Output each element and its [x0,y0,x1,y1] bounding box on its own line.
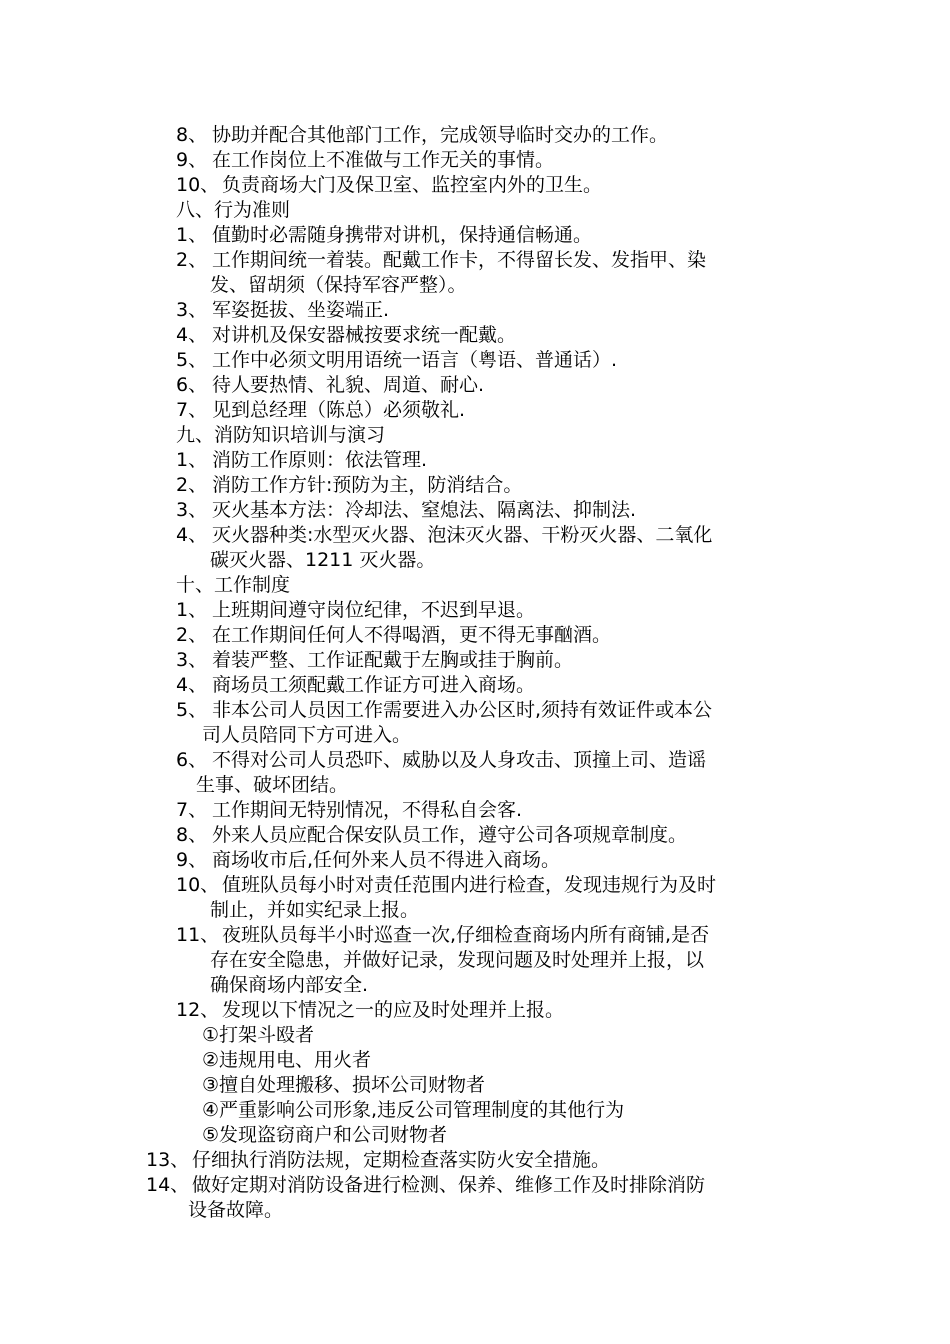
document-line [202,1123,447,1147]
document-line [210,948,704,972]
line-text: 十、工作制度 [176,574,291,596]
line-text: ③擅自处理搬移、损坏公司财物者 [202,1074,486,1096]
document-line [176,198,290,222]
line-text: 外来人员应配合保安队员工作，遵守公司各项规章制度。 [212,824,688,846]
item-number: 14、 [146,1174,190,1196]
document-line [176,648,573,672]
document-line [146,1148,610,1172]
document-line [202,1098,624,1122]
item-number: 6、 [176,749,208,771]
document-line [176,923,709,947]
item-number: 1、 [176,599,208,621]
line-text: 在工作期间任何人不得喝酒，更不得无事酗酒。 [212,624,612,646]
item-number: 2、 [176,249,208,271]
item-number: 8、 [176,824,208,846]
line-text: 见到总经理（陈总）必须敬礼. [212,399,466,421]
document-line [202,1023,314,1047]
line-text: 灭火基本方法：冷却法、窒熄法、隔离法、抑制法. [212,499,637,521]
document-line [210,273,467,297]
item-number: 8、 [176,124,208,146]
line-text: ⑤发现盗窃商户和公司财物者 [202,1124,448,1146]
item-number: 1、 [176,224,208,246]
line-text: 仔细执行消防法规，定期检查落实防火安全措施。 [192,1149,611,1171]
item-number: 12、 [176,999,220,1021]
line-text: 做好定期对消防设备进行检测、保养、维修工作及时排除消防 [192,1174,706,1196]
line-text: 消防工作方针:预防为主，防消结合。 [212,474,523,496]
item-number: 9、 [176,849,208,871]
item-number: 3、 [176,499,208,521]
item-number: 3、 [176,649,208,671]
line-text: 生事、破坏团结。 [196,774,349,796]
item-number: 3、 [176,299,208,321]
line-text: 灭火器种类:水型灭火器、泡沫灭火器、干粉灭火器、二氧化 [212,524,713,546]
document-line [176,748,706,772]
document-line [176,698,712,722]
line-text: 对讲机及保安器械按要求统一配戴。 [212,324,517,346]
document-line [176,173,602,197]
item-number: 4、 [176,324,208,346]
line-text: 在工作岗位上不准做与工作无关的事情。 [212,149,555,171]
item-number: 4、 [176,524,208,546]
document-line [176,148,554,172]
line-text: 发现以下情况之一的应及时处理并上报。 [222,999,565,1021]
document-line [210,973,368,997]
document-line [176,623,611,647]
line-text: 商场收市后,任何外来人员不得进入商场。 [212,849,561,871]
document-line [146,1173,705,1197]
document-line [176,373,484,397]
document-line [202,723,411,747]
line-text: 夜班队员每半小时巡查一次,仔细检查商场内所有商铺,是否 [222,924,710,946]
line-text: 八、行为准则 [176,199,291,221]
line-text: 设备故障。 [188,1199,284,1221]
item-number: 6、 [176,374,208,396]
item-number: 5、 [176,349,208,371]
line-text: 非本公司人员因工作需要进入办公区时,须持有效证件或本公 [212,699,713,721]
document-line [176,848,560,872]
document-line [176,123,668,147]
item-number: 7、 [176,399,208,421]
document-line [176,598,535,622]
line-text: ④严重影响公司形象,违反公司管理制度的其他行为 [202,1099,625,1121]
document-line [176,448,427,472]
line-text: 待人要热情、礼貌、周道、耐心. [212,374,485,396]
document-line [176,798,522,822]
document-line [188,1198,283,1222]
document-line [176,348,617,372]
line-text: 碳灭火器、1211 灭火器。 [210,549,436,571]
item-number: 4、 [176,674,208,696]
document-line [176,873,716,897]
line-text: 工作期间无特别情况，不得私自会客. [212,799,523,821]
item-number: 10、 [176,174,220,196]
document-line [176,223,592,247]
document-line [176,248,706,272]
line-text: 存在安全隐患，并做好记录，发现问题及时处理并上报，以 [210,949,705,971]
line-text: 工作中必须文明用语统一语言（粤语、普通话）. [212,349,618,371]
line-text: 九、消防知识培训与演习 [176,424,386,446]
document-line [196,773,348,797]
line-text: 协助并配合其他部门工作，完成领导临时交办的工作。 [212,124,669,146]
document-line [176,473,522,497]
line-text: 上班期间遵守岗位纪律，不迟到早退。 [212,599,536,621]
document-line [176,323,516,347]
line-text: 制止，并如实纪录上报。 [210,899,420,921]
line-text: 工作期间统一着装。配戴工作卡，不得留长发、发指甲、染 [212,249,707,271]
line-text: ①打架斗殴者 [202,1024,315,1046]
item-number: 9、 [176,149,208,171]
document-line [176,298,389,322]
document-line [210,548,435,572]
item-number: 1、 [176,449,208,471]
line-text: 值勤时必需随身携带对讲机，保持通信畅通。 [212,224,593,246]
document-line [176,823,687,847]
item-number: 11、 [176,924,220,946]
document-line [210,898,419,922]
line-text: 不得对公司人员恐吓、威胁以及人身攻击、顶撞上司、造谣 [212,749,707,771]
document-line [176,998,564,1022]
line-text: 军姿挺拔、坐姿端正. [212,299,390,321]
document-line [176,423,385,447]
line-text: 发、留胡须（保持军容严整）。 [210,274,467,296]
document-line [176,398,465,422]
line-text: ②违规用电、用火者 [202,1049,372,1071]
line-text: 值班队员每小时对责任范围内进行检查，发现违规行为及时 [222,874,717,896]
item-number: 7、 [176,799,208,821]
line-text: 商场员工须配戴工作证方可进入商场。 [212,674,536,696]
item-number: 2、 [176,624,208,646]
document-line [202,1073,485,1097]
item-number: 5、 [176,699,208,721]
line-text: 负责商场大门及保卫室、监控室内外的卫生。 [222,174,603,196]
item-number: 10、 [176,874,220,896]
line-text: 消防工作原则：依法管理. [212,449,428,471]
item-number: 13、 [146,1149,190,1171]
item-number: 2、 [176,474,208,496]
document-line [202,1048,371,1072]
document-line [176,498,636,522]
line-text: 着装严整、工作证配戴于左胸或挂于胸前。 [212,649,574,671]
document-line [176,573,290,597]
document-line [176,673,535,697]
line-text: 司人员陪同下方可进入。 [202,724,412,746]
document-line [176,523,712,547]
line-text: 确保商场内部安全. [210,974,369,996]
